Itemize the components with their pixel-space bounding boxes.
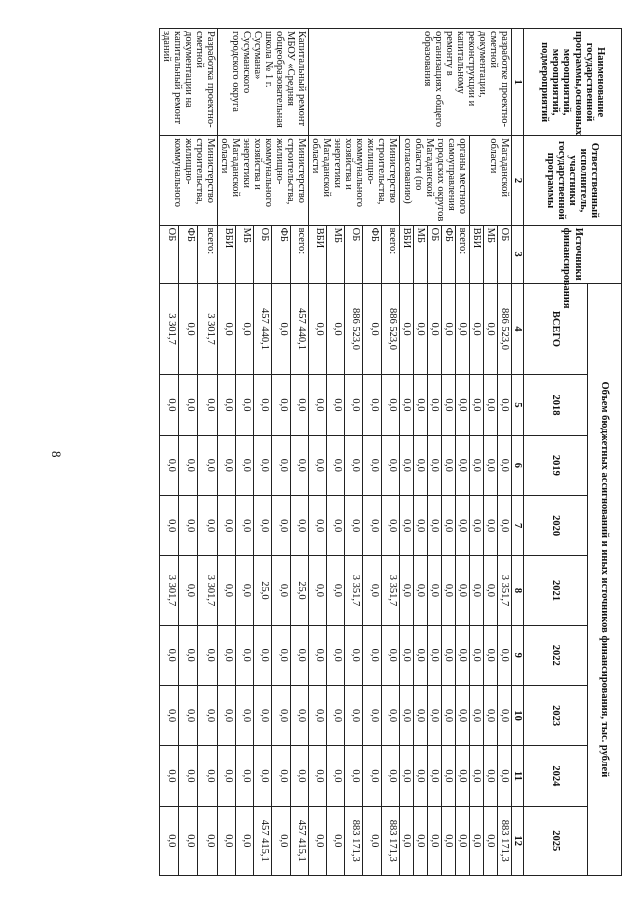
- amount-cell: 25,0: [254, 556, 272, 625]
- amount-cell: 0,0: [381, 495, 399, 555]
- amount-cell: 0,0: [345, 685, 363, 745]
- amount-cell: 0,0: [483, 625, 497, 685]
- amount-cell: 3 351,7: [345, 556, 363, 625]
- amount-cell: 0,0: [469, 283, 483, 375]
- amount-cell: 0,0: [254, 625, 272, 685]
- amount-cell: 0,0: [363, 806, 381, 875]
- amount-cell: 0,0: [399, 806, 413, 875]
- column-index: 11: [511, 746, 523, 806]
- funding-source: ВБИ: [217, 225, 235, 283]
- amount-cell: 0,0: [290, 435, 308, 495]
- amount-cell: 0,0: [441, 625, 455, 685]
- page-number: 8: [49, 451, 64, 458]
- column-index: 2: [511, 136, 523, 225]
- amount-cell: 0,0: [469, 806, 483, 875]
- amount-cell: 0,0: [363, 495, 381, 555]
- column-index: 1: [511, 29, 523, 136]
- amount-cell: 0,0: [363, 685, 381, 745]
- budget-table: [159, 28, 622, 876]
- amount-cell: 0,0: [272, 435, 290, 495]
- amount-cell: 0,0: [455, 375, 469, 435]
- amount-cell: 0,0: [399, 746, 413, 806]
- header-year: 2019: [524, 435, 588, 495]
- amount-cell: 0,0: [235, 375, 253, 435]
- amount-cell: 0,0: [326, 806, 344, 875]
- amount-cell: 0,0: [235, 806, 253, 875]
- header-year: 2021: [524, 556, 588, 625]
- amount-cell: 0,0: [441, 283, 455, 375]
- amount-cell: 0,0: [254, 685, 272, 745]
- amount-cell: 0,0: [326, 283, 344, 375]
- amount-cell: 0,0: [497, 375, 511, 435]
- table-row: [455, 29, 469, 876]
- amount-cell: 0,0: [308, 685, 326, 745]
- amount-cell: 0,0: [178, 625, 197, 685]
- amount-cell: 0,0: [308, 625, 326, 685]
- amount-cell: 0,0: [427, 283, 441, 375]
- column-index: 12: [511, 806, 523, 875]
- amount-cell: 0,0: [198, 685, 217, 745]
- amount-cell: 0,0: [178, 746, 197, 806]
- amount-cell: 3 351,7: [381, 556, 399, 625]
- amount-cell: 0,0: [441, 495, 455, 555]
- table-header: [511, 29, 621, 876]
- amount-cell: 0,0: [217, 625, 235, 685]
- amount-cell: 0,0: [217, 556, 235, 625]
- amount-cell: 0,0: [469, 556, 483, 625]
- funding-source: всего:: [381, 225, 399, 283]
- header-year: 2024: [524, 746, 588, 806]
- amount-cell: 0,0: [441, 746, 455, 806]
- amount-cell: 457 440,1: [254, 283, 272, 375]
- amount-cell: 0,0: [441, 375, 455, 435]
- amount-cell: 0,0: [413, 685, 427, 745]
- amount-cell: 0,0: [497, 495, 511, 555]
- amount-cell: 0,0: [413, 375, 427, 435]
- amount-cell: 0,0: [345, 375, 363, 435]
- amount-cell: 0,0: [455, 806, 469, 875]
- amount-cell: 0,0: [381, 625, 399, 685]
- amount-cell: 0,0: [272, 685, 290, 745]
- amount-cell: 0,0: [413, 435, 427, 495]
- amount-cell: 0,0: [427, 806, 441, 875]
- amount-cell: 0,0: [497, 435, 511, 495]
- table-row: [497, 29, 511, 876]
- amount-cell: 0,0: [427, 435, 441, 495]
- header-year: 2022: [524, 625, 588, 685]
- amount-cell: 0,0: [455, 435, 469, 495]
- amount-cell: 0,0: [290, 625, 308, 685]
- table-row: [381, 29, 399, 876]
- amount-cell: 0,0: [455, 625, 469, 685]
- funding-source: всего:: [290, 225, 308, 283]
- funding-source: ВБИ: [399, 225, 413, 283]
- amount-cell: 25,0: [290, 556, 308, 625]
- amount-cell: 0,0: [363, 283, 381, 375]
- amount-cell: 0,0: [469, 495, 483, 555]
- amount-cell: 0,0: [254, 495, 272, 555]
- column-index-row: [511, 29, 523, 876]
- amount-cell: 0,0: [272, 806, 290, 875]
- amount-cell: 0,0: [198, 495, 217, 555]
- column-index: 4: [511, 283, 523, 375]
- funding-source: ОБ: [427, 225, 441, 283]
- amount-cell: 0,0: [326, 746, 344, 806]
- amount-cell: 0,0: [483, 495, 497, 555]
- column-index: 10: [511, 685, 523, 745]
- amount-cell: 0,0: [469, 746, 483, 806]
- amount-cell: 0,0: [290, 685, 308, 745]
- amount-cell: 457 440,1: [290, 283, 308, 375]
- amount-cell: 0,0: [159, 495, 178, 555]
- amount-cell: 0,0: [178, 685, 197, 745]
- amount-cell: 457 415,1: [254, 806, 272, 875]
- header-year: 2018: [524, 375, 588, 435]
- amount-cell: 0,0: [308, 375, 326, 435]
- amount-cell: 0,0: [399, 556, 413, 625]
- amount-cell: 0,0: [455, 556, 469, 625]
- amount-cell: 0,0: [483, 435, 497, 495]
- amount-cell: 0,0: [399, 495, 413, 555]
- funding-source: ФБ: [441, 225, 455, 283]
- amount-cell: 0,0: [399, 435, 413, 495]
- amount-cell: 0,0: [217, 746, 235, 806]
- funding-source: ОБ: [345, 225, 363, 283]
- amount-cell: 0,0: [497, 746, 511, 806]
- amount-cell: 0,0: [290, 495, 308, 555]
- amount-cell: 0,0: [381, 435, 399, 495]
- header-volume: Объем бюджетных ассигнований и иных источников финансирования, тыс. рублей: [588, 283, 622, 875]
- amount-cell: 886 523,0: [381, 283, 399, 375]
- table-row: [198, 29, 217, 876]
- amount-cell: 0,0: [272, 375, 290, 435]
- amount-cell: 0,0: [235, 435, 253, 495]
- amount-cell: 0,0: [345, 746, 363, 806]
- amount-cell: 3 301,7: [198, 556, 217, 625]
- amount-cell: 0,0: [198, 375, 217, 435]
- amount-cell: 0,0: [217, 806, 235, 875]
- amount-cell: 0,0: [235, 746, 253, 806]
- amount-cell: 0,0: [308, 495, 326, 555]
- amount-cell: 0,0: [235, 556, 253, 625]
- amount-cell: 0,0: [455, 685, 469, 745]
- amount-cell: 0,0: [272, 283, 290, 375]
- funding-source: ФБ: [272, 225, 290, 283]
- amount-cell: 0,0: [427, 375, 441, 435]
- amount-cell: 3 351,7: [497, 556, 511, 625]
- funding-source: ОБ: [497, 225, 511, 283]
- amount-cell: 0,0: [198, 435, 217, 495]
- amount-cell: 0,0: [399, 375, 413, 435]
- funding-source: ФБ: [178, 225, 197, 283]
- program-name: разработке проектно-сметной документации, реконструкции и капитальному ремонту в организациях общего образования: [308, 29, 511, 136]
- amount-cell: 0,0: [235, 283, 253, 375]
- header-source: Источники финансирования: [524, 225, 622, 283]
- amount-cell: 0,0: [455, 746, 469, 806]
- header-year: ВСЕГО: [524, 283, 588, 375]
- amount-cell: 0,0: [254, 375, 272, 435]
- amount-cell: 0,0: [427, 685, 441, 745]
- amount-cell: 0,0: [254, 746, 272, 806]
- amount-cell: 0,0: [308, 746, 326, 806]
- responsible-executor: Министерство строительства, жилищно-коммунального хозяйства и энергетики Магаданской области: [308, 136, 399, 225]
- amount-cell: 883 171,3: [497, 806, 511, 875]
- amount-cell: 0,0: [441, 556, 455, 625]
- amount-cell: 0,0: [217, 495, 235, 555]
- amount-cell: 0,0: [308, 806, 326, 875]
- column-index: 8: [511, 556, 523, 625]
- amount-cell: 886 523,0: [497, 283, 511, 375]
- header-year: 2020: [524, 495, 588, 555]
- amount-cell: 0,0: [413, 283, 427, 375]
- rotated-page: [92, 28, 622, 876]
- responsible-executor: Магаданской области: [469, 136, 511, 225]
- amount-cell: 0,0: [326, 495, 344, 555]
- amount-cell: 0,0: [159, 625, 178, 685]
- amount-cell: 0,0: [217, 375, 235, 435]
- amount-cell: 3 301,7: [198, 283, 217, 375]
- amount-cell: 0,0: [399, 625, 413, 685]
- amount-cell: 0,0: [217, 435, 235, 495]
- amount-cell: 0,0: [178, 495, 197, 555]
- column-index: 5: [511, 375, 523, 435]
- column-index: 7: [511, 495, 523, 555]
- amount-cell: 0,0: [290, 746, 308, 806]
- funding-source: МБ: [326, 225, 344, 283]
- funding-source: ФБ: [363, 225, 381, 283]
- amount-cell: 0,0: [272, 556, 290, 625]
- amount-cell: 0,0: [326, 435, 344, 495]
- amount-cell: 0,0: [381, 746, 399, 806]
- amount-cell: 0,0: [178, 375, 197, 435]
- program-name: Капитальный ремонт МБОУ «Средняя общеобразовательная школа № 1 г. Сусумана» Сусуманского городского округа: [217, 29, 308, 136]
- amount-cell: 0,0: [455, 495, 469, 555]
- amount-cell: 0,0: [363, 435, 381, 495]
- amount-cell: 0,0: [497, 625, 511, 685]
- header-responsible: Ответственный исполнитель, участники государственной программы: [524, 136, 622, 225]
- amount-cell: 0,0: [469, 625, 483, 685]
- amount-cell: 0,0: [497, 685, 511, 745]
- amount-cell: 0,0: [178, 556, 197, 625]
- funding-source: ВБИ: [469, 225, 483, 283]
- amount-cell: 0,0: [413, 495, 427, 555]
- funding-source: ОБ: [159, 225, 178, 283]
- funding-source: МБ: [483, 225, 497, 283]
- amount-cell: 0,0: [381, 685, 399, 745]
- program-name: Разработка проектно-сметной документации на капитальный ремонт зданий: [159, 29, 217, 136]
- amount-cell: 0,0: [427, 625, 441, 685]
- amount-cell: 0,0: [326, 556, 344, 625]
- amount-cell: 3 301,7: [159, 556, 178, 625]
- amount-cell: 0,0: [427, 746, 441, 806]
- amount-cell: 0,0: [326, 625, 344, 685]
- amount-cell: 0,0: [159, 746, 178, 806]
- amount-cell: 0,0: [441, 806, 455, 875]
- amount-cell: 0,0: [345, 435, 363, 495]
- amount-cell: 0,0: [345, 625, 363, 685]
- amount-cell: 0,0: [363, 375, 381, 435]
- amount-cell: 0,0: [159, 375, 178, 435]
- amount-cell: 0,0: [272, 625, 290, 685]
- amount-cell: 0,0: [198, 625, 217, 685]
- amount-cell: 0,0: [345, 495, 363, 555]
- amount-cell: 0,0: [483, 685, 497, 745]
- amount-cell: 883 171,3: [381, 806, 399, 875]
- amount-cell: 0,0: [469, 685, 483, 745]
- amount-cell: 0,0: [469, 435, 483, 495]
- column-index: 6: [511, 435, 523, 495]
- amount-cell: 0,0: [399, 685, 413, 745]
- amount-cell: 0,0: [235, 685, 253, 745]
- amount-cell: 0,0: [326, 685, 344, 745]
- amount-cell: 0,0: [308, 556, 326, 625]
- amount-cell: 0,0: [363, 746, 381, 806]
- amount-cell: 3 301,7: [159, 283, 178, 375]
- amount-cell: 0,0: [217, 685, 235, 745]
- amount-cell: 0,0: [455, 283, 469, 375]
- amount-cell: 0,0: [254, 435, 272, 495]
- amount-cell: 0,0: [413, 625, 427, 685]
- header-year: 2025: [524, 806, 588, 875]
- amount-cell: 0,0: [427, 495, 441, 555]
- amount-cell: 0,0: [483, 283, 497, 375]
- table-row: [290, 29, 308, 876]
- amount-cell: 0,0: [178, 283, 197, 375]
- funding-source: всего:: [455, 225, 469, 283]
- column-index: 9: [511, 625, 523, 685]
- amount-cell: 0,0: [363, 556, 381, 625]
- amount-cell: 0,0: [413, 806, 427, 875]
- funding-source: МБ: [235, 225, 253, 283]
- amount-cell: 0,0: [483, 806, 497, 875]
- amount-cell: 0,0: [198, 746, 217, 806]
- amount-cell: 0,0: [427, 556, 441, 625]
- amount-cell: 0,0: [363, 625, 381, 685]
- amount-cell: 0,0: [441, 435, 455, 495]
- funding-source: МБ: [413, 225, 427, 283]
- amount-cell: 457 415,1: [290, 806, 308, 875]
- header-year: 2023: [524, 685, 588, 745]
- amount-cell: 0,0: [441, 685, 455, 745]
- amount-cell: 0,0: [178, 435, 197, 495]
- amount-cell: 0,0: [381, 375, 399, 435]
- amount-cell: 0,0: [326, 375, 344, 435]
- amount-cell: 0,0: [413, 746, 427, 806]
- responsible-executor: органы местного самоуправления городских округов Магаданской области (по согласованию): [399, 136, 469, 225]
- amount-cell: 0,0: [413, 556, 427, 625]
- header-name: Наименование государственной программы,основных мероприятий, мероприятий, подмероприятий: [524, 29, 622, 136]
- amount-cell: 0,0: [159, 435, 178, 495]
- amount-cell: 0,0: [290, 375, 308, 435]
- amount-cell: 0,0: [235, 495, 253, 555]
- funding-source: ВБИ: [308, 225, 326, 283]
- amount-cell: 0,0: [159, 806, 178, 875]
- amount-cell: 0,0: [399, 283, 413, 375]
- amount-cell: 883 171,3: [345, 806, 363, 875]
- funding-source: ОБ: [254, 225, 272, 283]
- amount-cell: 886 523,0: [345, 283, 363, 375]
- amount-cell: 0,0: [272, 495, 290, 555]
- amount-cell: 0,0: [235, 625, 253, 685]
- column-index: 3: [511, 225, 523, 283]
- amount-cell: 0,0: [483, 375, 497, 435]
- amount-cell: 0,0: [483, 556, 497, 625]
- amount-cell: 0,0: [308, 283, 326, 375]
- amount-cell: 0,0: [178, 806, 197, 875]
- amount-cell: 0,0: [483, 746, 497, 806]
- amount-cell: 0,0: [159, 685, 178, 745]
- amount-cell: 0,0: [272, 746, 290, 806]
- responsible-executor: Министерство строительства, жилищно-коммунального: [159, 136, 217, 225]
- amount-cell: 0,0: [308, 435, 326, 495]
- responsible-executor: Министерство строительства, жилищно-коммунального хозяйства и энергетики Магаданской области: [217, 136, 308, 225]
- funding-source: всего:: [198, 225, 217, 283]
- amount-cell: 0,0: [198, 806, 217, 875]
- amount-cell: 0,0: [217, 283, 235, 375]
- amount-cell: 0,0: [469, 375, 483, 435]
